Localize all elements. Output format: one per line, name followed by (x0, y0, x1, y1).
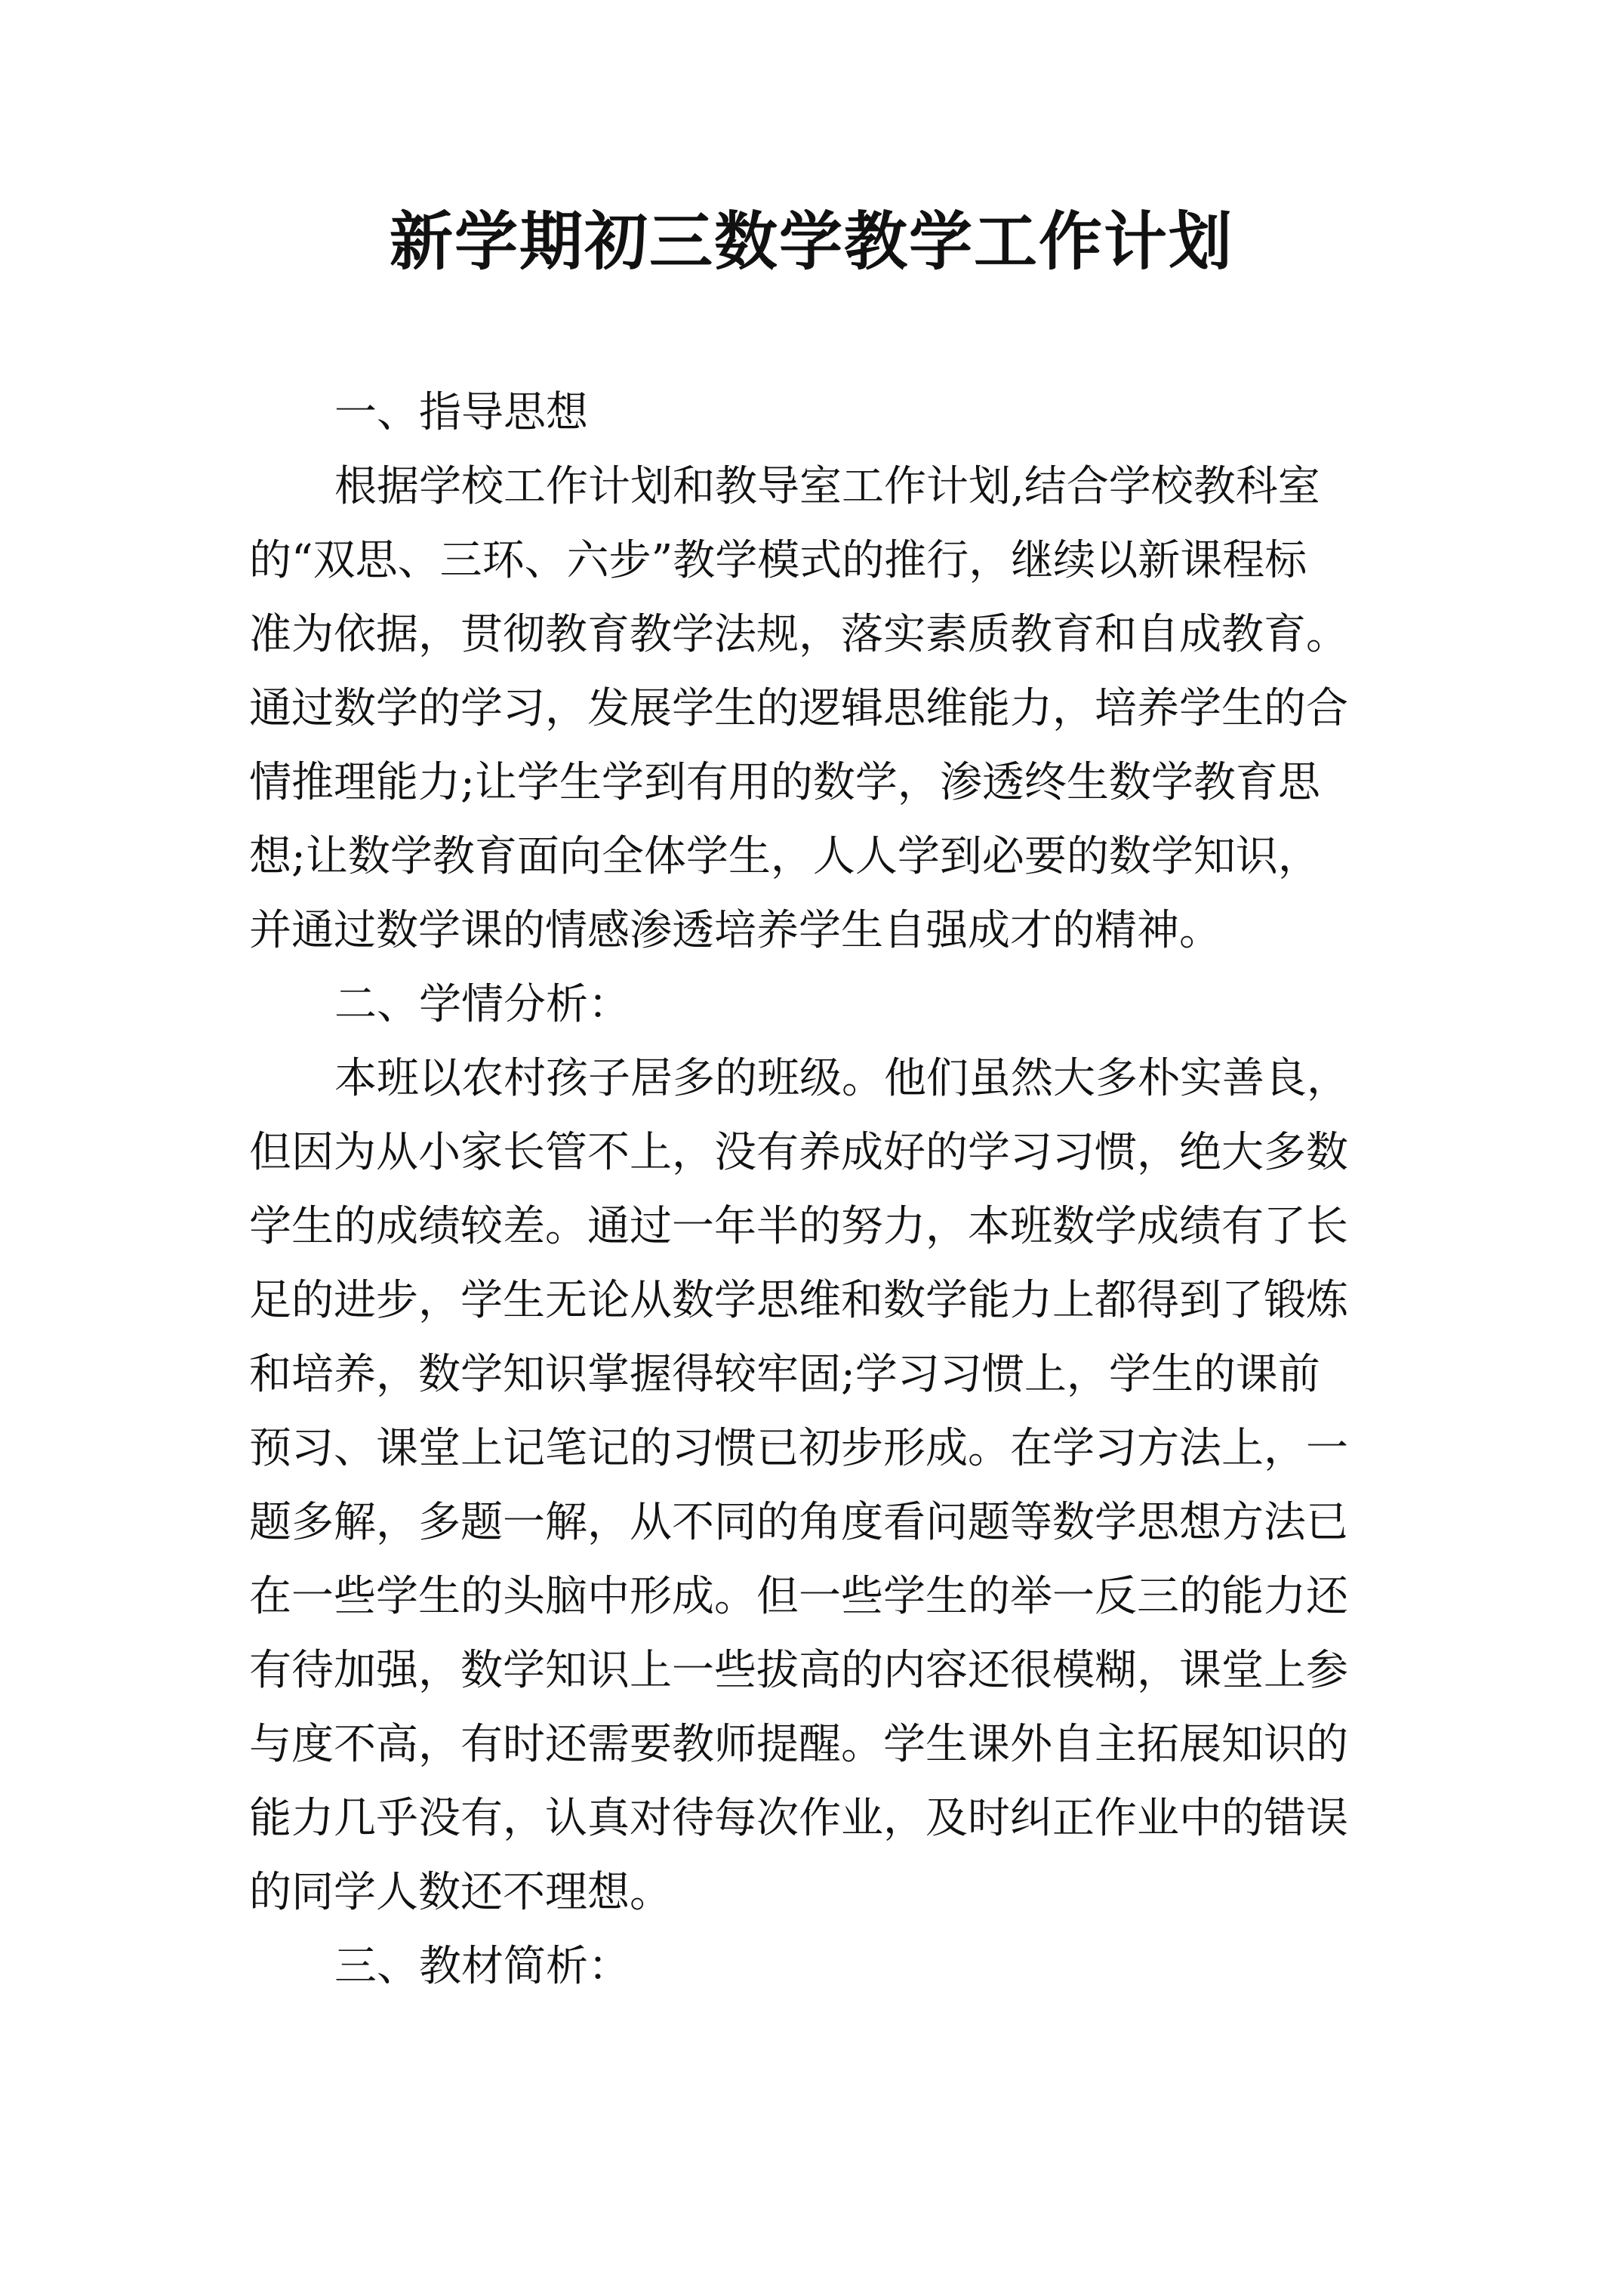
document-title: 新学期初三数学教学工作计划 (389, 204, 1233, 279)
paragraph-line: 但因为从小家长管不上，没有养成好的学习习惯，绝大多数 (249, 1128, 1348, 1177)
paragraph-line: 想;让数学教育面向全体学生，人人学到必要的数学知识， (249, 832, 1320, 881)
document-body (249, 376, 1404, 2004)
paragraph-line: 预习、课堂上记笔记的习惯已初步形成。在学习方法上，一 (249, 1424, 1348, 1473)
paragraph-line: 的“双思、三环、六步”教学模式的推行，继续以新课程标 (249, 536, 1307, 585)
paragraph-line: 准为依据，贯彻教育教学法规，落实素质教育和自成教育。 (249, 610, 1348, 659)
paragraph-line: 能力几乎没有，认真对待每次作业，及时纠正作业中的错误 (249, 1794, 1348, 1843)
paragraph-line: 题多解，多题一解，从不同的角度看问题等数学思想方法已 (249, 1498, 1348, 1547)
paragraph-line: 与度不高，有时还需要教师提醒。学生课外自主拓展知识的 (249, 1720, 1348, 1769)
paragraph-line: 根据学校工作计划和教导室工作计划,结合学校教科室 (334, 462, 1320, 511)
section-heading-guiding-thought: 一、指导思想 (334, 388, 588, 437)
paragraph-line: 和培养，数学知识掌握得较牢固;学习习惯上，学生的课前 (249, 1350, 1320, 1399)
paragraph-line: 通过数学的学习，发展学生的逻辑思维能力，培养学生的合 (249, 684, 1348, 733)
section-heading-student-analysis: 二、学情分析： (334, 980, 630, 1029)
paragraph-line: 并通过数学课的情感渗透培养学生自强成才的精神。 (249, 906, 1221, 955)
paragraph-line: 在一些学生的头脑中形成。但一些学生的举一反三的能力还 (249, 1572, 1348, 1621)
section-heading-textbook-analysis: 三、教材简析： (334, 1942, 630, 1991)
paragraph-line: 的同学人数还不理想。 (249, 1868, 672, 1917)
paragraph-line: 足的进步，学生无论从数学思维和数学能力上都得到了锻炼 (249, 1276, 1348, 1325)
paragraph-line: 情推理能力;让学生学到有用的数学，渗透终生数学教育思 (249, 758, 1320, 807)
paragraph-line: 学生的成绩较差。通过一年半的努力，本班数学成绩有了长 (249, 1202, 1348, 1251)
paragraph-line: 有待加强，数学知识上一些拔高的内容还很模糊，课堂上参 (249, 1646, 1348, 1695)
paragraph-line: 本班以农村孩子居多的班级。他们虽然大多朴实善良， (334, 1054, 1349, 1103)
